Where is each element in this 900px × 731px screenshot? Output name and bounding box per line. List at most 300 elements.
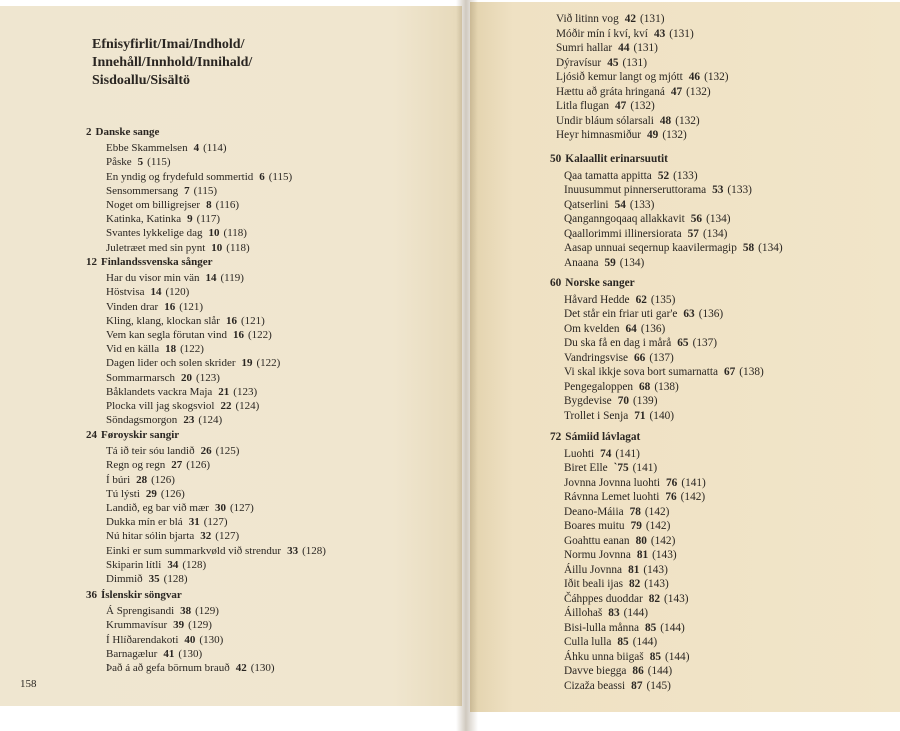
- entry-page: 53: [712, 184, 724, 196]
- toc-entry: [550, 664, 706, 679]
- entry-title: Katinka, Katinka: [106, 213, 182, 226]
- toc-entry: [550, 365, 764, 380]
- toc-section: [86, 255, 280, 427]
- entry-title: Einki er sum summarkvøld við strendur: [106, 544, 282, 557]
- entry-reference: (124): [235, 400, 260, 413]
- toc-entry: [86, 604, 275, 618]
- entry-title: Skiparin lítli: [106, 558, 162, 571]
- section-page-number: 60: [550, 277, 562, 289]
- right-page: [470, 2, 900, 712]
- entry-reference: (143): [644, 578, 669, 590]
- toc-entry: [556, 70, 729, 85]
- entry-page: 57: [687, 227, 699, 240]
- entry-title: Noget om billigrejser: [106, 199, 201, 212]
- entry-page: 10: [208, 227, 220, 240]
- entry-reference: (115): [268, 170, 293, 183]
- section-heading: [550, 430, 706, 445]
- toc-section: [86, 125, 292, 255]
- entry-title: Sensommersang: [106, 184, 179, 197]
- entry-page: 71: [634, 409, 646, 422]
- toc-entry: [86, 285, 280, 299]
- entry-page: 85: [645, 621, 657, 634]
- entry-reference: (122): [247, 329, 272, 342]
- toc-entry: [550, 380, 764, 395]
- entry-reference: (144): [632, 636, 658, 648]
- entry-page: 9: [187, 213, 193, 226]
- entry-page: 59: [604, 256, 616, 269]
- entry-page: 23: [183, 414, 195, 427]
- entry-reference: (141): [615, 447, 640, 460]
- entry-reference: (136): [640, 322, 666, 335]
- toc-section: [86, 588, 275, 675]
- toc-entry: [550, 241, 783, 256]
- toc-entry: [86, 399, 280, 413]
- entry-title: Bygdevise: [564, 395, 612, 407]
- entry-title: Hættu að gráta hringaná: [556, 85, 665, 98]
- entry-title: Regn og regn: [106, 459, 166, 472]
- entry-reference: (133): [629, 198, 655, 211]
- entry-title: Það á að gefa börnum brauð: [106, 662, 230, 675]
- entry-reference: (121): [240, 314, 265, 327]
- entry-reference: (116): [215, 199, 240, 212]
- entry-page: 81: [628, 563, 640, 576]
- toc-entry: [550, 461, 706, 476]
- entry-title: Luohti: [564, 447, 595, 460]
- entry-reference: (140): [649, 409, 675, 422]
- entry-reference: (131): [669, 27, 694, 40]
- entry-reference: (132): [675, 114, 700, 127]
- toc-entry: [86, 647, 275, 661]
- entry-page: 16: [232, 329, 244, 342]
- entry-reference: (127): [203, 516, 228, 529]
- section-title: Íslenskir söngvar: [101, 589, 182, 601]
- entry-reference: (130): [250, 662, 275, 675]
- entry-title: Om kvelden: [564, 322, 620, 335]
- entry-page: 7: [184, 184, 190, 197]
- toc-entry: [550, 322, 764, 337]
- entry-reference: (129): [195, 605, 219, 618]
- toc-entry: [86, 328, 280, 342]
- entry-reference: (142): [650, 534, 676, 547]
- section-heading: [550, 152, 783, 167]
- entry-reference: (129): [188, 619, 212, 632]
- entry-title: Culla lulla: [564, 636, 612, 648]
- toc-entry: [556, 41, 729, 56]
- entry-page: 87: [631, 679, 643, 692]
- entry-page: 8: [206, 199, 212, 212]
- entry-title: En yndig og frydefuld sommertid: [106, 170, 254, 183]
- entry-page: 10: [211, 241, 223, 254]
- entry-page: 18: [165, 343, 177, 356]
- section-title: Norske sanger: [565, 277, 635, 289]
- entry-page: 4: [193, 142, 200, 155]
- entry-reference: (128): [302, 544, 326, 557]
- section-heading: [86, 428, 326, 442]
- entry-page: 58: [742, 242, 755, 254]
- page-number: 158: [20, 678, 37, 690]
- entry-title: Á Sprengisandi: [106, 605, 175, 618]
- toc-entry: [556, 27, 729, 42]
- entry-title: Söndagsmorgon: [106, 414, 178, 427]
- toc-entry: [550, 534, 706, 549]
- entry-page: 14: [205, 272, 217, 285]
- entry-title: Í Hlíðarendakoti: [106, 633, 179, 646]
- entry-page: 81: [636, 549, 649, 561]
- entry-title: Í búri: [106, 473, 131, 486]
- entry-reference: (122): [180, 343, 204, 356]
- toc-entry: [86, 226, 292, 240]
- entry-title: Dagen lider och solen skrider: [106, 357, 236, 370]
- toc-entry: [550, 307, 764, 322]
- section-title: Finlandssvenska sånger: [101, 256, 213, 268]
- toc-entry: [550, 409, 764, 424]
- toc-entry: [550, 563, 706, 578]
- toc-entry: [550, 394, 764, 409]
- toc-section: [86, 428, 326, 586]
- entry-reference: (126): [186, 459, 211, 472]
- entry-title: Sumri hallar: [556, 42, 613, 54]
- toc-entry: [86, 558, 326, 572]
- entry-reference: (131): [640, 13, 665, 25]
- toc-entry: [556, 56, 729, 71]
- toc-entry: [550, 212, 783, 227]
- entry-page: 66: [634, 351, 646, 364]
- entry-page: 42: [235, 662, 247, 675]
- entry-reference: (143): [664, 592, 689, 605]
- entry-reference: (134): [758, 242, 783, 254]
- entry-reference: (132): [662, 129, 687, 141]
- entry-title: Båklandets vackra Maja: [106, 385, 213, 398]
- entry-page: 86: [632, 665, 644, 677]
- entry-page: 65: [677, 337, 689, 349]
- entry-title: Barnagælur: [106, 647, 158, 660]
- toc-entry: [550, 476, 706, 491]
- toc-section: [550, 152, 783, 270]
- entry-page: 19: [241, 357, 253, 370]
- toc-entry: [556, 99, 729, 114]
- section-title: Sámiid lávlagat: [565, 431, 641, 443]
- entry-title: Svantes lykkelige dag: [106, 227, 203, 240]
- entry-page: 38: [180, 605, 192, 618]
- toc-entry: [86, 572, 326, 586]
- entry-reference: (123): [233, 385, 258, 398]
- entry-reference: (132): [704, 71, 729, 83]
- entry-title: Dimmið: [106, 573, 143, 586]
- toc-entry: [550, 505, 706, 520]
- entry-page: 28: [136, 473, 148, 486]
- entry-title: Goahttu eanan: [564, 534, 630, 547]
- entry-title: Vandringsvise: [564, 351, 629, 364]
- entry-reference: (144): [623, 607, 649, 619]
- entry-page: 63: [683, 308, 695, 320]
- entry-page: 56: [690, 213, 703, 225]
- entry-page: 6: [259, 170, 265, 183]
- entry-page: 39: [173, 619, 185, 632]
- toc-entry: [550, 256, 783, 271]
- section-heading: [86, 588, 275, 602]
- toc-section: [550, 276, 764, 423]
- entry-title: Påske: [106, 156, 132, 169]
- entry-title: Höstvisa: [106, 286, 145, 299]
- entry-reference: (143): [643, 563, 668, 576]
- entry-title: Tá ið teir sóu landið: [106, 445, 195, 458]
- entry-title: Ljósið kemur langt og mjótt: [556, 71, 683, 83]
- entry-reference: (141): [681, 476, 706, 489]
- toc-entry: [86, 618, 275, 632]
- entry-title: Har du visor min vän: [106, 272, 200, 285]
- entry-title: Čáhppes duoddar: [564, 592, 643, 605]
- toc-entry: [550, 548, 706, 563]
- toc-entry: [86, 300, 280, 314]
- entry-page: 27: [171, 459, 183, 472]
- section-title: Danske sange: [95, 126, 160, 138]
- entry-title: Krummavísur: [106, 619, 168, 632]
- entry-reference: (130): [199, 633, 224, 646]
- entry-reference: (139): [633, 395, 658, 407]
- section-page-number: 24: [86, 429, 97, 441]
- entry-page: 45: [607, 56, 619, 69]
- entry-title: Rávnna Lemet luohti: [564, 491, 660, 503]
- continued-entries: [556, 12, 729, 143]
- entry-title: Heyr himnasmiður: [556, 129, 642, 141]
- toc-entry: [556, 128, 729, 143]
- toc-entry: [550, 293, 764, 308]
- entry-title: Áhku unna biigaš: [564, 650, 644, 663]
- entry-reference: (124): [198, 414, 223, 427]
- entry-title: Juletræet med sin pynt: [106, 241, 206, 254]
- toc-entry: [550, 621, 706, 636]
- entry-reference: (133): [727, 184, 752, 196]
- entry-page: 83: [608, 607, 620, 619]
- entry-page: 34: [167, 558, 179, 571]
- entry-title: Ebbe Skammelsen: [106, 142, 188, 155]
- section-title: Kalaallit erinarsuutit: [565, 153, 668, 165]
- toc-entry: [550, 606, 706, 621]
- entry-reference: (136): [698, 308, 724, 320]
- toc-entry: [86, 544, 326, 558]
- entry-reference: (133): [673, 169, 698, 182]
- entry-title: Qaa tamatta appitta: [564, 169, 652, 182]
- entry-page: 20: [181, 371, 193, 384]
- entry-title: Du ska få en dag i mårå: [564, 337, 672, 349]
- entry-reference: (141): [632, 462, 658, 474]
- section-heading: [86, 255, 280, 269]
- entry-page: 31: [188, 516, 200, 529]
- toc-entry: [550, 351, 764, 366]
- entry-page: 49: [647, 129, 659, 141]
- entry-reference: (142): [645, 520, 671, 532]
- entry-page: 85: [617, 636, 629, 648]
- entry-reference: (115): [147, 156, 171, 169]
- toc-entry: [86, 155, 292, 169]
- toc-entry: [550, 635, 706, 650]
- entry-page: 47: [670, 85, 683, 98]
- entry-page: 76: [666, 476, 678, 489]
- entry-page: 54: [614, 198, 626, 211]
- entry-title: Cizaža beassi: [564, 679, 626, 692]
- toc-entry: [86, 444, 326, 458]
- entry-title: Undir bláum sólarsali: [556, 114, 654, 127]
- entry-title: Aasap unnuai seqernup kaavilermagip: [564, 242, 737, 254]
- entry-title: Sommarmarsch: [106, 371, 176, 384]
- entry-reference: (132): [630, 100, 655, 112]
- entry-page: 46: [688, 71, 701, 83]
- toc-entry: [86, 501, 326, 515]
- entry-reference: (134): [706, 213, 731, 225]
- toc-entry: [86, 371, 280, 385]
- entry-page: 40: [184, 633, 196, 646]
- entry-title: Móðir mín í kví, kví: [556, 27, 648, 40]
- entry-reference: (131): [622, 56, 647, 69]
- entry-title: Trollet i Senja: [564, 409, 629, 422]
- entry-page: 85: [649, 650, 661, 663]
- entry-page: 30: [214, 502, 226, 515]
- entry-title: Boares muitu: [564, 520, 625, 532]
- entry-title: Kling, klang, klockan slår: [106, 314, 220, 327]
- toc-section: [550, 430, 706, 693]
- entry-title: Qaallorimmi illinersiorata: [564, 227, 682, 240]
- entry-reference: (115): [193, 184, 218, 197]
- entry-title: Dukka mín er blá: [106, 516, 183, 529]
- entry-page: 68: [639, 380, 651, 393]
- entry-title: Dýravísur: [556, 56, 602, 69]
- entry-title: Vinden drar: [106, 300, 159, 313]
- toc-entry: [86, 529, 326, 543]
- toc-entry: [86, 633, 275, 647]
- toc-entry: [550, 227, 783, 242]
- entry-page: 62: [635, 293, 647, 306]
- entry-reference: (120): [165, 286, 190, 299]
- entry-page: 47: [615, 100, 627, 112]
- entry-title: Anaana: [564, 256, 599, 269]
- entry-reference: (128): [182, 558, 207, 571]
- toc-entry: [86, 271, 280, 285]
- entry-reference: (142): [680, 491, 706, 503]
- entry-page: 43: [653, 27, 666, 40]
- toc-entry: [86, 241, 292, 255]
- entry-title: Áillohaš: [564, 607, 603, 619]
- toc-entry: [86, 184, 292, 198]
- entry-page: 29: [145, 487, 157, 500]
- entry-reference: (144): [647, 665, 673, 677]
- toc-entry: [550, 519, 706, 534]
- entry-page: 76: [665, 491, 677, 503]
- toc-entry: [86, 661, 275, 675]
- entry-reference: (121): [179, 300, 204, 313]
- entry-reference: (119): [220, 272, 244, 285]
- entry-page: 80: [635, 534, 647, 547]
- entry-title: Jovnna Jovnna luohti: [564, 476, 661, 489]
- entry-reference: (126): [151, 473, 175, 486]
- section-page-number: 2: [86, 126, 92, 138]
- entry-reference: (134): [619, 256, 645, 269]
- entry-page: 78: [629, 505, 641, 518]
- entry-page: 82: [628, 578, 641, 590]
- section-heading: [86, 125, 292, 139]
- entry-title: Litla flugan: [556, 100, 610, 112]
- entry-title: Davve biegga: [564, 665, 627, 677]
- toc-entry: [86, 212, 292, 226]
- toc-entry: [550, 650, 706, 665]
- toc-entry: [86, 141, 292, 155]
- entry-reference: (144): [660, 621, 685, 634]
- entry-title: Pengegaloppen: [564, 380, 634, 393]
- entry-page: 35: [148, 573, 160, 586]
- section-page-number: 12: [86, 256, 97, 268]
- entry-reference: (138): [654, 380, 679, 393]
- toc-entry: [86, 458, 326, 472]
- section-page-number: 50: [550, 153, 562, 165]
- entry-page: 67: [724, 366, 736, 378]
- entry-page: 52: [657, 169, 670, 182]
- entry-title: Det står ein friar uti gar'e: [564, 308, 678, 320]
- entry-title: Biret Elle: [564, 462, 608, 474]
- toc-entry: [86, 385, 280, 399]
- entry-reference: (144): [665, 650, 690, 663]
- page-title: [92, 36, 412, 90]
- toc-entry: [550, 447, 706, 462]
- entry-page: 70: [617, 395, 629, 407]
- toc-entry: [550, 169, 783, 184]
- entry-page: 14: [150, 286, 162, 299]
- entry-title: Håvard Hedde: [564, 293, 630, 306]
- entry-page: 32: [200, 530, 212, 543]
- entry-reference: (135): [650, 293, 676, 306]
- entry-reference: (117): [196, 213, 221, 226]
- entry-title: Bisi-lulla månna: [564, 621, 639, 634]
- entry-title: Við litinn vog: [556, 13, 619, 25]
- toc-entry: [550, 183, 783, 198]
- entry-reference: (128): [163, 573, 188, 586]
- entry-reference: (125): [215, 445, 240, 458]
- entry-page: 74: [600, 447, 612, 460]
- entry-page: 48: [659, 114, 672, 127]
- entry-title: Landið, eg bar við mær: [106, 502, 209, 515]
- toc-entry: [550, 336, 764, 351]
- entry-title: Qanganngoqaaq allakkavit: [564, 213, 685, 225]
- title-line: Efnisyfirlit/Imai/Indhold/: [92, 37, 245, 52]
- entry-page: 42: [624, 13, 637, 25]
- entry-page: 22: [220, 400, 232, 413]
- entry-page: 16: [225, 314, 237, 327]
- entry-reference: (123): [196, 371, 220, 384]
- entry-reference: (122): [256, 357, 281, 370]
- entry-reference: (118): [226, 241, 250, 254]
- section-page-number: 36: [86, 589, 97, 601]
- toc-entry: [556, 114, 729, 129]
- entry-reference: (130): [178, 647, 203, 660]
- toc-entry: [86, 473, 326, 487]
- entry-title: Iðit beali ijas: [564, 578, 623, 590]
- entry-page: `75: [613, 462, 629, 474]
- toc-entry: [550, 490, 706, 505]
- entry-reference: (142): [644, 505, 670, 518]
- entry-page: 5: [137, 156, 144, 169]
- left-page: [0, 6, 462, 706]
- entry-title: Vi skal ikkje sova bort sumarnatta: [564, 366, 718, 378]
- toc-entry: [556, 12, 729, 27]
- entry-page: 21: [218, 385, 230, 398]
- entry-page: 41: [163, 647, 175, 660]
- entry-title: Tú lýsti: [106, 487, 140, 500]
- entry-page: 82: [648, 592, 661, 605]
- toc-entry: [550, 577, 706, 592]
- entry-title: Plocka vill jag skogsviol: [106, 400, 215, 413]
- entry-page: 16: [164, 300, 176, 313]
- title-line: Innehåll/Innhold/Innihald/: [92, 55, 253, 70]
- entry-title: Áillu Jovnna: [564, 563, 623, 576]
- entry-page: 26: [200, 445, 212, 458]
